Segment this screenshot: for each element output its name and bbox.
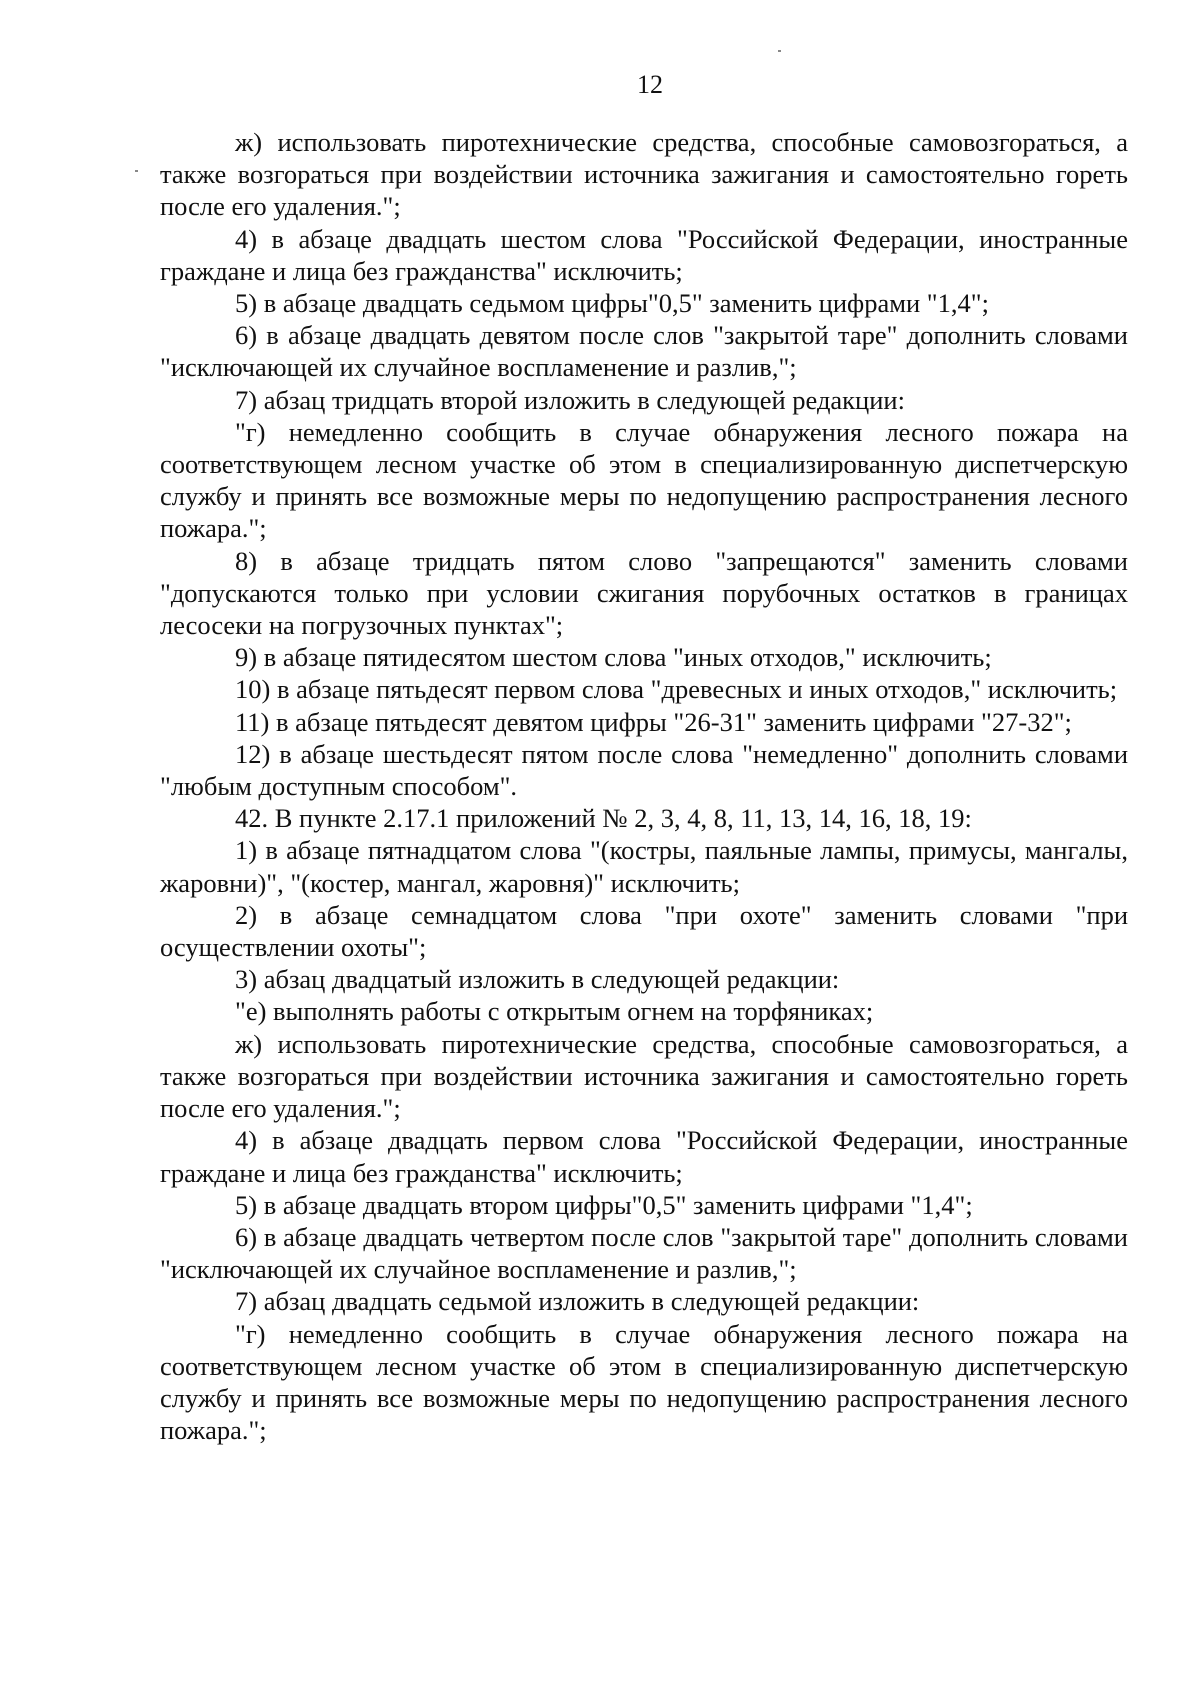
paragraph: 3) абзац двадцатый изложить в следующей редакции:: [235, 964, 840, 995]
paragraph: 9) в абзаце пятидесятом шестом слова "иных отходов," исключить;: [235, 642, 992, 673]
scan-speck: [778, 50, 781, 52]
paragraph: 5) в абзаце двадцать седьмом цифры"0,5" заменить цифрами "1,4";: [235, 288, 989, 319]
paragraph: 7) абзац тридцать второй изложить в следующей редакции:: [235, 384, 905, 415]
paragraph: 10) в абзаце пятьдесят первом слова "древесных и иных отходов," исключить;: [235, 674, 1118, 705]
document-body: [160, 126, 1128, 1446]
paragraph: "е) выполнять работы с открытым огнем на торфяниках;: [235, 996, 874, 1027]
paragraph: "г) немедленно сообщить в случае обнаружения лесного пожара на соответствующем лесном участке об этом в специализированную диспетчерскую службу и принять все возможные меры по недопущению распространения лесного пожара.";: [160, 416, 1128, 544]
page-number: 12: [637, 70, 663, 99]
paragraph: 6) в абзаце двадцать девятом после слов "закрытой таре" дополнить словами "исключающей их случайное воспламенение и разлив,";: [160, 320, 1128, 383]
paragraph: 2) в абзаце семнадцатом слова "при охоте" заменить словами "при осуществлении охоты";: [160, 899, 1128, 963]
paragraph: 4) в абзаце двадцать шестом слова "Российской Федерации, иностранные граждане и лица без гражданства" исключить;: [160, 223, 1128, 286]
paragraph: 6) в абзаце двадцать четвертом после слов "закрытой таре" дополнить словами "исключающей их случайное воспламенение и разлив,";: [160, 1221, 1128, 1285]
scan-speck: [135, 170, 138, 172]
paragraph: 4) в абзаце двадцать первом слова "Российской Федерации, иностранные граждане и лица без гражданства" исключить;: [160, 1125, 1128, 1188]
paragraph: 1) в абзаце пятнадцатом слова "(костры, паяльные лампы, примусы, мангалы, жаровни)", "(костер, мангал, жаровня)" исключить;: [160, 835, 1128, 898]
paragraph: ж) использовать пиротехнические средства, способные самовозгораться, а также возгораться при воздействии источника зажигания и самостоятельно гореть после его удаления.";: [160, 127, 1128, 222]
paragraph: 7) абзац двадцать седьмой изложить в следующей редакции:: [235, 1286, 920, 1317]
paragraph: 5) в абзаце двадцать втором цифры"0,5" заменить цифрами "1,4";: [235, 1189, 973, 1220]
paragraph: ж) использовать пиротехнические средства, способные самовозгораться, а также возгораться при воздействии источника зажигания и самостоятельно гореть после его удаления.";: [160, 1028, 1128, 1124]
paragraph: "г) немедленно сообщить в случае обнаружения лесного пожара на соответствующем лесном участке об этом в специализированную диспетчерскую службу и принять все возможные меры по недопущению распространения лесного пожара.";: [160, 1318, 1128, 1446]
paragraph: 12) в абзаце шестьдесят пятом после слова "немедленно" дополнить словами "любым доступным способом".: [160, 738, 1128, 802]
paragraph: 8) в абзаце тридцать пятом слово "запрещаются" заменить словами "допускаются только при условии сжигания порубочных остатков в границах лесосеки на погрузочных пунктах";: [160, 545, 1128, 641]
paragraph: 11) в абзаце пятьдесят девятом цифры "26-31" заменить цифрами "27-32";: [235, 706, 1072, 737]
paragraph-section-heading: 42. В пункте 2.17.1 приложений № 2, 3, 4, 8, 11, 13, 14, 16, 18, 19:: [235, 803, 972, 834]
